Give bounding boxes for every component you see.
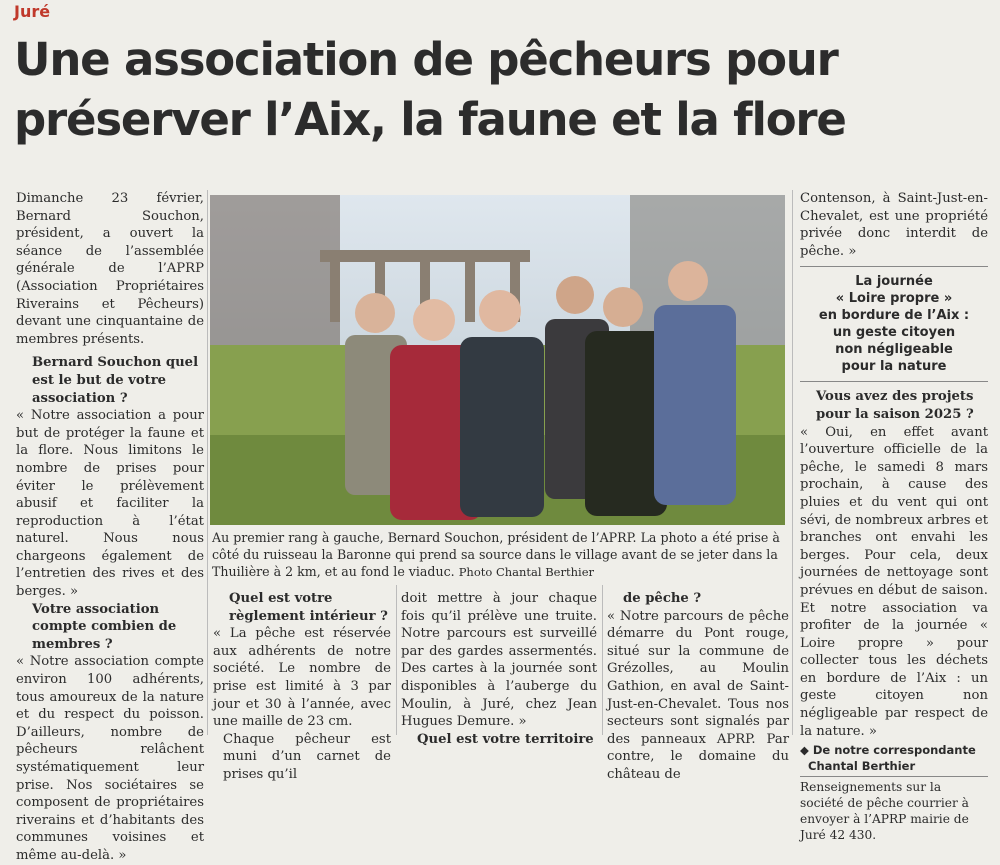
question-territoire: Quel est votre territoire xyxy=(417,731,594,747)
box-title-line: « Loire propre » xyxy=(835,291,953,307)
info-box: Renseignements sur la société de pêche courrier à envoyer à l’APRP mairie de Juré 42 430. xyxy=(800,780,969,843)
article-headline xyxy=(14,30,974,150)
answer-reglement-2: Chaque pêcheur est muni d’un carnet de prises qu’il xyxy=(223,731,391,782)
photo-credit: Photo Chantal Berthier xyxy=(458,565,594,579)
column-rule xyxy=(207,190,208,735)
column-4 xyxy=(607,590,789,784)
box-title-line: pour la nature xyxy=(841,359,947,375)
lead-paragraph xyxy=(16,190,204,348)
divider xyxy=(800,381,988,382)
column-rule xyxy=(792,190,793,735)
divider xyxy=(800,266,988,267)
answer-territoire: « Notre parcours de pêche démarre du Pont rouge, situé sur la commune de Grézolles, au Moulin Gathion, en aval de Saint-Just-en-Chevalet. Tous nos secteurs sont signalés par des panneaux APRP. Par contre, le domaine du château de xyxy=(607,608,789,782)
drop-cap: D xyxy=(16,191,27,206)
box-title-line: non négligeable xyxy=(835,342,953,358)
question-territoire-end: de pêche ? xyxy=(623,591,702,606)
lead-text: imanche 23 février, Bernard Souchon, président, a ouvert la séance de l’assemblée générale de l’APRP (Association Propriétaires Riverains et Pêcheurs) devant une cinquantaine de membres présents. xyxy=(16,191,204,347)
section-rubric: Juré xyxy=(14,2,51,21)
photo-caption xyxy=(212,529,790,581)
answer-projets: « Oui, en effet avant l’ouverture officielle de la pêche, le samedi 8 mars prochain, à cause des pluies et du vent qui ont sévi, de nombreux arbres et branches ont envahi les berges. Pour cela, deux journées de nettoyage sont prévues en début de saison. Et notre association va profiter de la journée « Loire propre » pour collecter tous les déchets en bordure de l’Aix : un geste citoyen non négligeable par respect de la nature. » xyxy=(800,424,988,739)
column-rule xyxy=(602,585,603,735)
column-rule xyxy=(396,585,397,735)
box-title-line: en bordure de l’Aix : xyxy=(818,308,970,324)
column-5 xyxy=(800,190,988,843)
headline-line-1: Une association de pêcheurs pour xyxy=(14,33,838,86)
signature-line-2: Chantal Berthier xyxy=(808,759,916,774)
column-1 xyxy=(16,190,204,865)
answer-reglement-cont: doit mettre à jour chaque fois qu’il prélève une truite. Notre parcours est surveillé par des gardes assermentés. Des cartes à la journée sont disponibles à l’auberge du Moulin, à Juré, chez Jean Hugues Demure. » xyxy=(401,591,597,730)
caption-text: Au premier rang à gauche, Bernard Souchon, président de l’APRP. La photo a été prise à côté du ruisseau la Baronne qui prend sa source dans le village avant de se jeter dans la Thuilière à 2 km, et au fond le viaduc. xyxy=(212,530,780,579)
answer-1: « Notre association a pour but de protéger la faune et la flore. Nous limitons le nombre de prises pour éviter le prélèvement abusif et faciliter la reproduction à l’état naturel. Nous nous chargeons également de l’entretien des rives et des berges. » xyxy=(16,408,204,600)
headline-line-2: préserver l’Aix, la faune et la flore xyxy=(14,93,846,146)
signature-line-1: ◆ De notre correspondante xyxy=(800,743,976,758)
divider xyxy=(800,776,988,777)
answer-reglement-1: « La pêche est réservée aux adhérents de notre société. Le nombre de prise est limité à 3 par jour et 30 à l’année, avec une maille de 23 cm. xyxy=(213,626,391,730)
question-projets: Vous avez des projets pour la saison 2025 ? xyxy=(816,389,974,422)
column-3 xyxy=(401,590,597,748)
question-1: Bernard Souchon quel est le but de votre association ? xyxy=(32,355,199,406)
box-title-line: un geste citoyen xyxy=(832,325,956,341)
answer-2: « Notre association compte environ 100 adhérents, tous amoureux de la nature et du respect du poisson. D’ailleurs, nombre de pêcheurs relâchent systématiquement leur prise. Nos sociétaires se composent de propriétaires riverains et d’habitants des communes voisines et même au-delà. » xyxy=(16,654,204,863)
column-2 xyxy=(213,590,391,784)
answer-territoire-end: Contenson, à Saint-Just-en-Chevalet, est une propriété privée donc interdit de pêche. » xyxy=(800,191,988,259)
article-photo xyxy=(210,195,785,525)
question-reglement: Quel est votre règlement intérieur ? xyxy=(229,591,388,624)
group-photo-illustration xyxy=(210,195,785,525)
question-2: Votre association compte combien de membres ? xyxy=(32,601,177,652)
box-title-line: La journée xyxy=(855,274,933,290)
